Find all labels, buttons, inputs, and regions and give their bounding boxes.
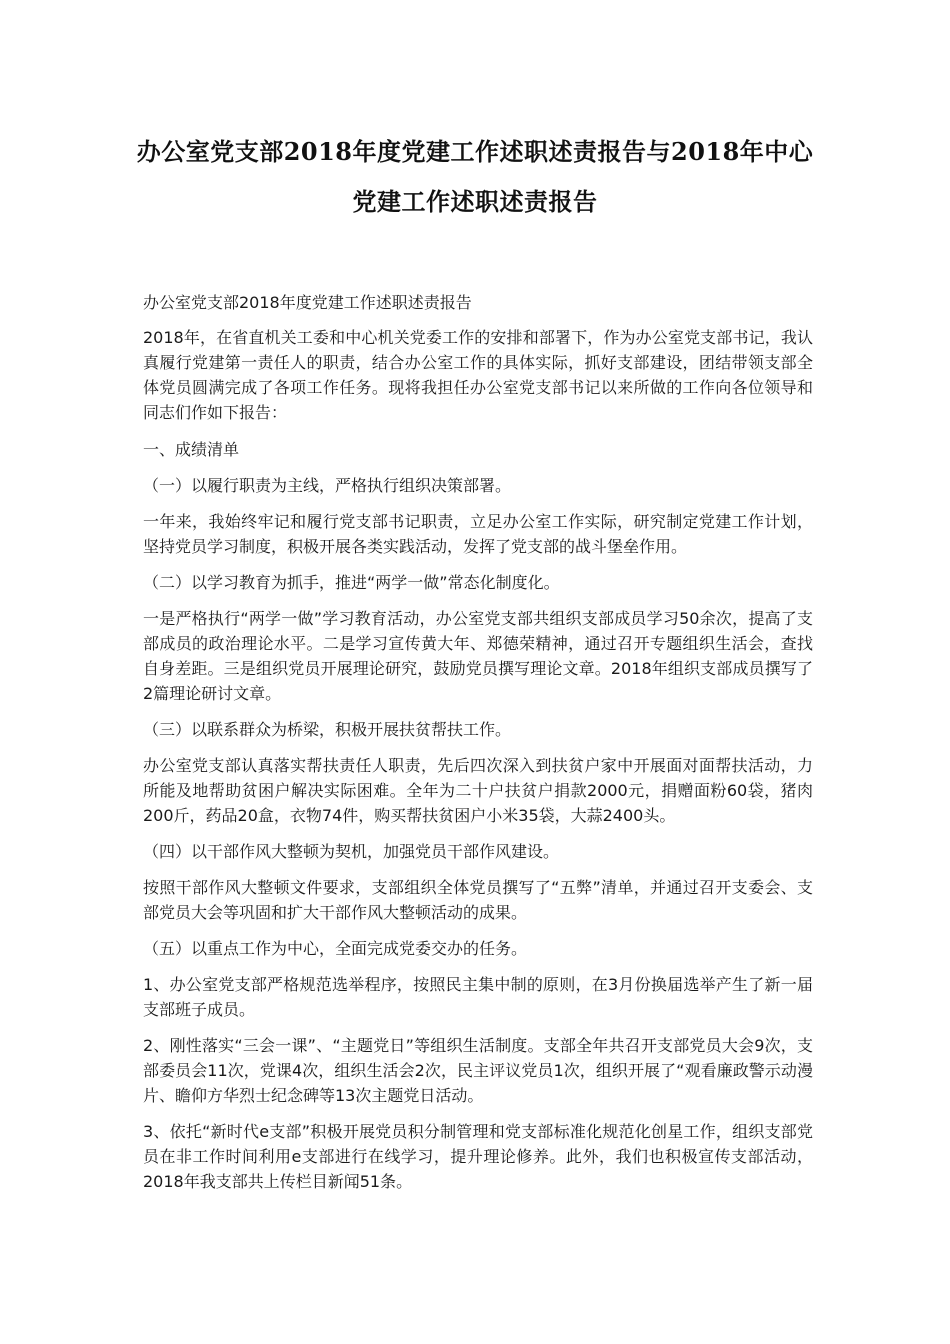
- report-subtitle: 办公室党支部2018年度党建工作述职述责报告: [143, 293, 472, 312]
- subheading-2: （二）以学习教育为抓手，推进“两学一做”常态化制度化。: [143, 573, 560, 592]
- subheading-5: （五）以重点工作为中心，全面完成党委交办的任务。: [143, 939, 528, 958]
- paragraph-poverty-relief: 办公室党支部认真落实帮扶责任人职责，先后四次深入到扶贫户家中开展面对面帮扶活动，力所能及地帮助贫困户解决实际困难。全年为二十户扶贫户捐款2000元，捐赠面粉60袋，猪肉200斤，药品20盒，衣物74件，购买帮扶贫困户小米35袋，大蒜2400头。: [143, 756, 813, 825]
- subheading-1: （一）以履行职责为主线，严格执行组织决策部署。: [143, 476, 512, 495]
- list-item-3: 3、依托“新时代e支部”积极开展党员积分制管理和党支部标准化规范化创星工作，组织支部党员在非工作时间利用e支部进行在线学习，提升理论修养。此外，我们也积极宣传支部活动，2018年我支部共上传栏目新闻51条。: [143, 1122, 813, 1191]
- paragraph-work-style: 按照干部作风大整顿文件要求，支部组织全体党员撰写了“五弊”清单，并通过召开支委会、支部党员大会等巩固和扩大干部作风大整顿活动的成果。: [143, 878, 813, 922]
- list-item-1: 1、办公室党支部严格规范选举程序，按照民主集中制的原则，在3月份换届选举产生了新一届支部班子成员。: [143, 975, 813, 1019]
- list-item-2: 2、刚性落实“三会一课”、“主题党日”等组织生活制度。支部全年共召开支部党员大会9次，支部委员会11次，党课4次，组织生活会2次，民主评议党员1次，组织开展了“观看廉政警示动漫片、瞻仰方华烈士纪念碑等13次主题党日活动。: [143, 1036, 813, 1105]
- subheading-4: （四）以干部作风大整顿为契机，加强党员干部作风建设。: [143, 842, 560, 861]
- paragraph-study: 一是严格执行“两学一做”学习教育活动，办公室党支部共组织支部成员学习50余次，提高了支部成员的政治理论水平。二是学习宣传黄大年、郑德荣精神，通过召开专题组织生活会，查找自身差距。三是组织党员开展理论研究，鼓励党员撰写理论文章。2018年组织支部成员撰写了2篇理论研讨文章。: [143, 609, 813, 703]
- document-title-line-1: 办公室党支部2018年度党建工作述职述责报告与2018年中心: [136, 137, 814, 166]
- section-heading-achievements: 一、成绩清单: [143, 440, 240, 459]
- document-body: [143, 290, 813, 1194]
- subheading-3: （三）以联系群众为桥梁，积极开展扶贫帮扶工作。: [143, 720, 512, 739]
- intro-paragraph: 2018年，在省直机关工委和中心机关党委工作的安排和部署下，作为办公室党支部书记，我认真履行党建第一责任人的职责，结合办公室工作的具体实际，抓好支部建设，团结带领支部全体党员圆满完成了各项工作任务。现将我担任办公室党支部书记以来所做的工作向各位领导和同志们作如下报告：: [143, 328, 813, 422]
- document-title-line-2: 党建工作述职述责报告: [352, 187, 598, 216]
- paragraph-duties: 一年来，我始终牢记和履行党支部书记职责，立足办公室工作实际，研究制定党建工作计划，坚持党员学习制度，积极开展各类实践活动，发挥了党支部的战斗堡垒作用。: [143, 512, 813, 556]
